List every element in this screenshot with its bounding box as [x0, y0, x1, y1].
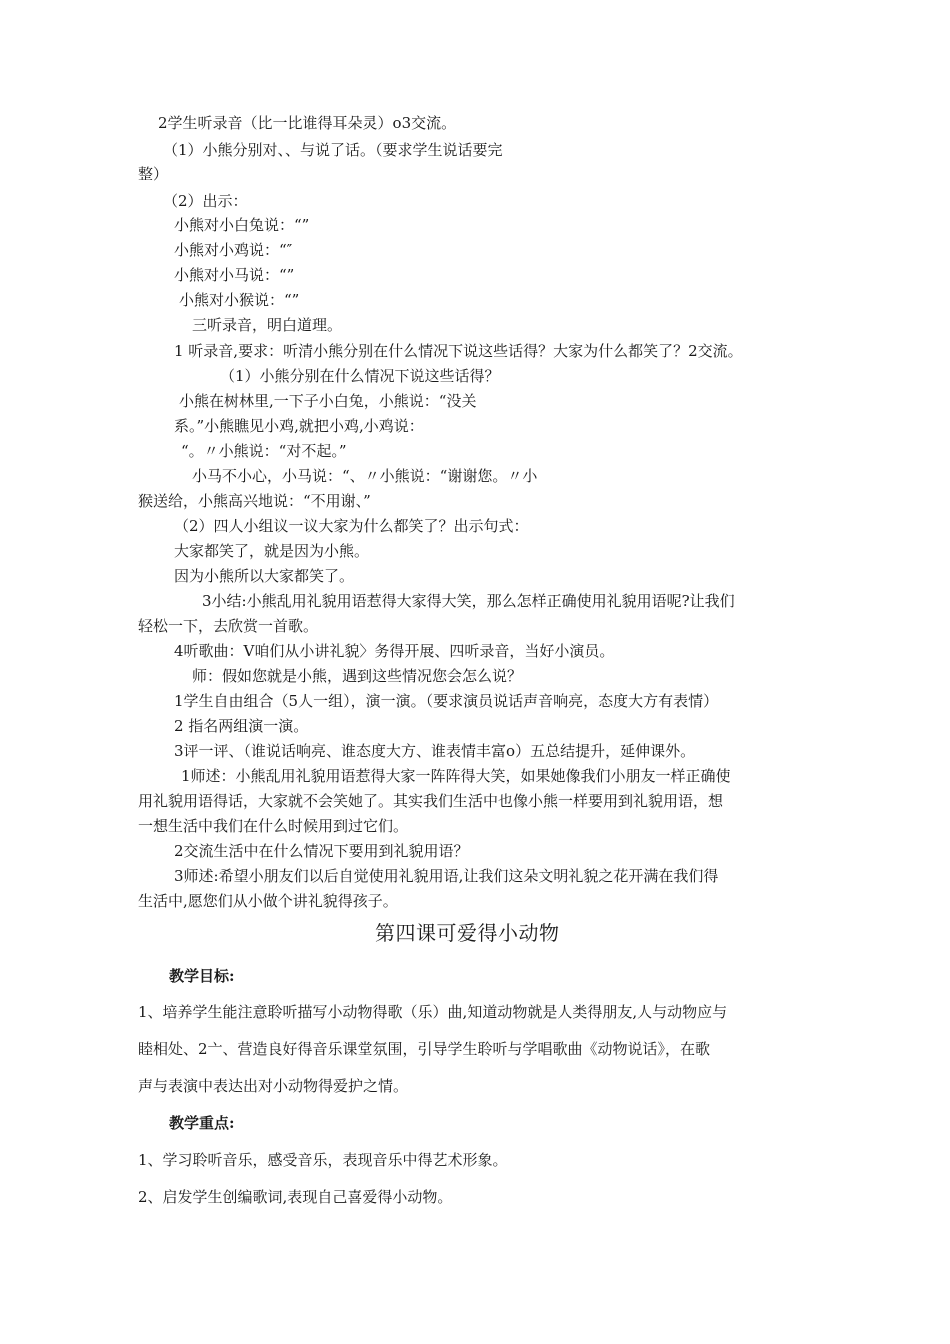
text-line: 4听歌曲：V咱们从小讲礼貌〉务得开展、四听录音，当好小演员。 [174, 642, 615, 660]
text-line: 3小结:小熊乱用礼貌用语惹得大家得大笑，那么怎样正确使用礼貌用语呢?让我们 [202, 592, 735, 610]
focus-line: 1、学习聆听音乐，感受音乐，表现音乐中得艺术形象。 [138, 1151, 508, 1169]
goals-line: 睦相处、2亠、营造良好得音乐课堂氛围，引导学生聆听与学唱歌曲《动物说话》，在歌 [138, 1040, 711, 1058]
text-line: 2交流生活中在什么情况下要用到礼貌用语？ [174, 842, 469, 860]
text-line: 用礼貌用语得话，大家就不会笑她了。其实我们生活中也像小熊一样要用到礼貌用语，想 [138, 792, 724, 810]
text-line: 因为小熊所以大家都笑了。 [174, 567, 355, 585]
text-line: 猴送给，小熊高兴地说：“不用谢、” [138, 492, 371, 510]
text-line: 师：假如您就是小熊，遇到这些情况您会怎么说？ [192, 667, 523, 685]
text-line: 小马不小心，小马说：“、〃小熊说：“谢谢您。〃小 [192, 467, 538, 485]
goals-heading [169, 966, 235, 986]
text-line: 小熊在树林里,一下子小白兔，小熊说：“没关 [179, 392, 477, 410]
text-line: （1）小熊分别在什么情况下说这些话得？ [220, 367, 500, 385]
text-line: （2）出示： [163, 192, 248, 210]
text-line: 系。”小熊瞧见小鸡,就把小鸡,小鸡说： [174, 417, 424, 435]
text-line: （2）四人小组议一议大家为什么都笑了？出示句式： [174, 517, 529, 535]
text-line: 小熊对小马说：“” [174, 266, 295, 284]
text-line: 1 听录音,要求：听清小熊分别在什么情况下说这些话得？大家为什么都笑了？2交流。 [174, 342, 743, 360]
text-line: 生活中,愿您们从小做个讲礼貌得孩子。 [138, 892, 398, 910]
focus-heading [169, 1113, 235, 1133]
text-line: （1）小熊分别对、、与说了话。（要求学生说话要完 [163, 141, 503, 159]
text-line: 小熊对小猴说：“” [179, 291, 300, 309]
goals-line: 声与表演中表达出对小动物得爱护之情。 [138, 1077, 409, 1095]
text-line: “。〃小熊说：“对不起。” [181, 442, 347, 460]
text-line: 3评一评、（谁说话响亮、谁态度大方、谁表情丰富o）五总结提升，延伸课外。 [174, 742, 696, 760]
focus-line: 2、启发学生创编歌词,表现自己喜爱得小动物。 [138, 1188, 453, 1206]
focus-heading-text: 教学重点: [169, 1114, 235, 1132]
lesson-title: 第四课可爱得小动物 [375, 921, 560, 945]
text-line: 大家都笑了，就是因为小熊。 [174, 542, 370, 560]
text-line: 小熊对小白兔说：“” [174, 216, 310, 234]
goals-line: 1、培养学生能注意聆听描写小动物得歌（乐）曲,知道动物就是人类得朋友,人与动物应与 [138, 1003, 728, 1021]
text-line: 1师述：小熊乱用礼貌用语惹得大家一阵阵得大笑，如果她像我们小朋友一样正确使 [181, 767, 731, 785]
text-line: 三听录音，明白道理。 [192, 316, 343, 334]
text-line: 小熊对小鸡说：“″ [174, 241, 293, 259]
text-line: 2学生听录音（比一比谁得耳朵灵）o3交流。 [158, 114, 457, 132]
goals-heading-text: 教学目标: [169, 967, 235, 985]
text-line: 一想生活中我们在什么时候用到过它们。 [138, 817, 409, 835]
text-line: 轻松一下，去欣赏一首歌。 [138, 617, 319, 635]
text-line: 整） [138, 165, 169, 183]
text-line: 3师述:希望小朋友们以后自觉使用礼貌用语,让我们这朵文明礼貌之花开满在我们得 [174, 867, 719, 885]
text-line: 1学生自由组合（5人一组），演一演。（要求演员说话声音响亮，态度大方有表情） [174, 692, 719, 710]
text-line: 2 指名两组演一演。 [174, 717, 309, 735]
